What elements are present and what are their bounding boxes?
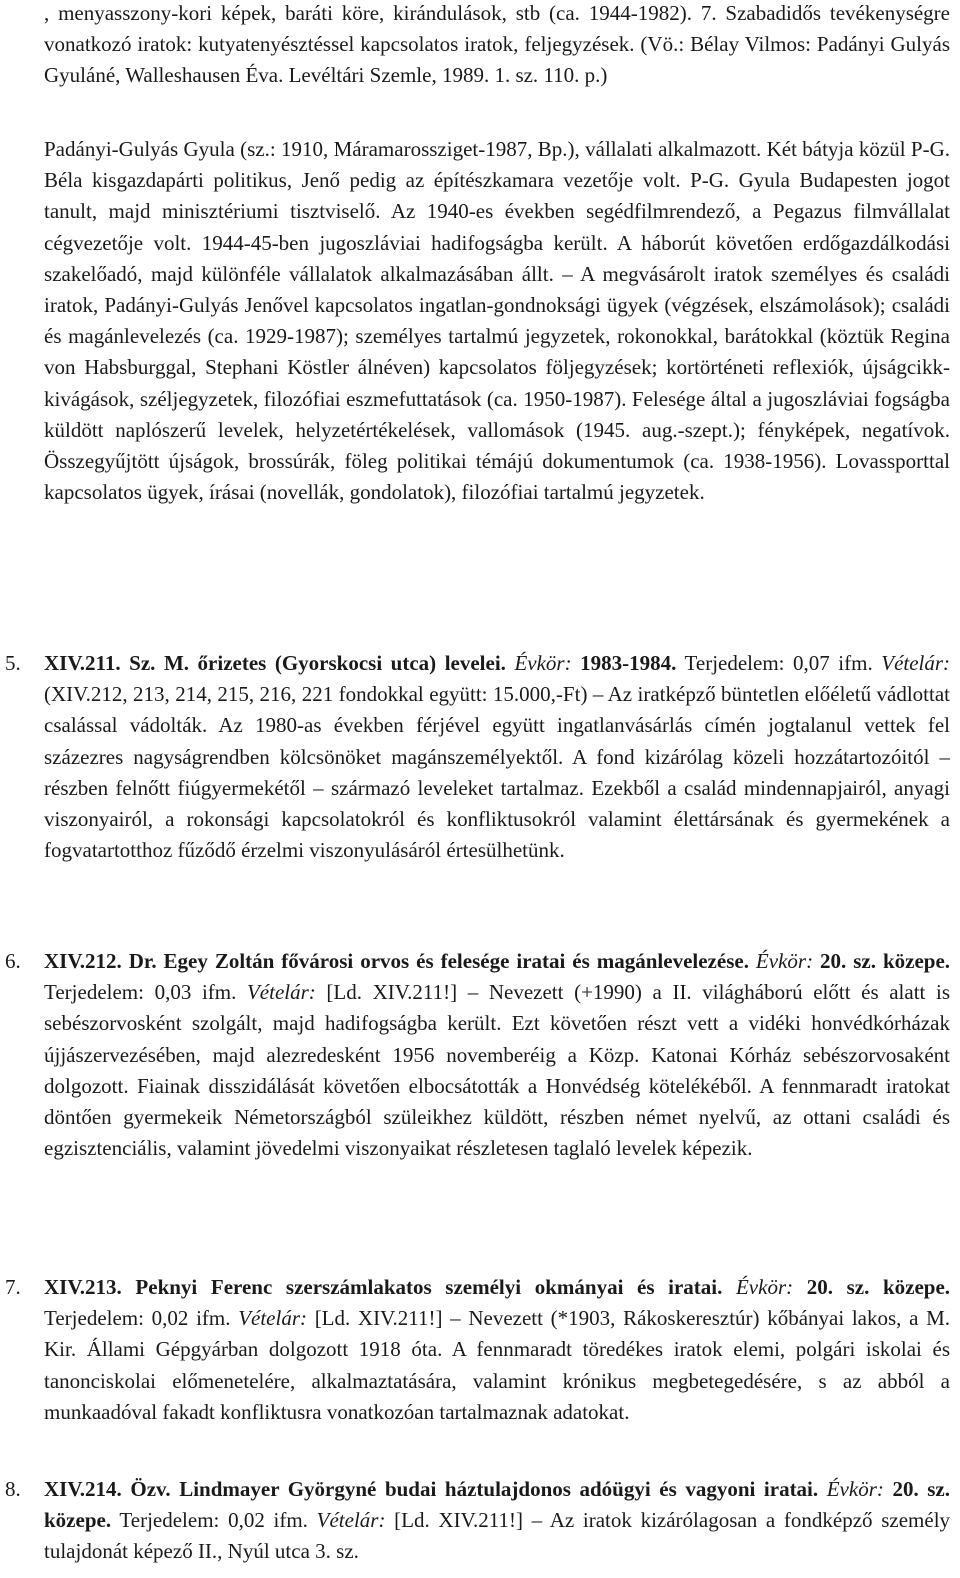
fond-entry	[44, 648, 950, 866]
entry-body: [Ld. XIV.211!] – Nevezett (*1903, Rákoskeresztúr) kőbányai lakos, a M. Kir. Állami Gépgyárban dolgozott 1918 óta. A fennmaradt töredékes iratok elemi, polgári iskolai és tanonciskolai előmenetelére, alkalmaztatására, valamint krónikus megbetegedésére, s az abból a munkaadóval fakadt konfliktusra vonatkozóan tartalmaznak adatokat.	[44, 1306, 951, 1424]
fond-entry	[44, 1474, 950, 1568]
entry-body: [Ld. XIV.211!] – Az iratok kizárólagosan a fondképző személy tulajdonát képező II., Nyúl utca 3. sz.	[44, 1508, 951, 1564]
entry-text	[44, 946, 950, 1164]
entry-number: 5.	[5, 651, 21, 675]
entry-code: XIV.212.	[44, 949, 122, 973]
entry-title: Sz. M. őrizetes (Gyorskocsi utca) levelei.	[129, 651, 506, 675]
fond-entry	[44, 1272, 950, 1428]
price-label: Vételár:	[316, 1508, 386, 1533]
price-label: Vételár:	[238, 1306, 307, 1331]
price-label: Vételár:	[246, 980, 316, 1005]
entry-code: XIV.213.	[44, 1275, 122, 1299]
price-label: Vételár:	[881, 651, 951, 675]
entry-text	[44, 1272, 950, 1428]
evkor-value: 20. sz. közepe.	[820, 949, 951, 973]
entry-title: Dr. Egey Zoltán fővárosi orvos és felesége iratai és magánlevelezése.	[128, 949, 749, 973]
entry-body: [Ld. XIV.211!] – Nevezett (+1990) a II. világháború előtt és alatt is sebészorvosként szolgált, majd hadifogságba került. Ezt követően részt vett a vidéki honvédkórházak újjászervezésében, majd alezredesként 1956 novemberéig a Közp. Katonai Kórház sebészorvosaként dolgozott. Fiainak disszidálását követően elbocsátották a Honvédség kötelékéből. A fennmaradt iratokat döntően gyermekeik Németországból szüleikhez küldött, részben német nyelvű, az ottani családi és egzisztenciális, valamint jövedelmi viszonyaikat részletesen taglaló levelek képezik.	[44, 980, 950, 1161]
entry-title: Peknyi Ferenc szerszámlakatos személyi okmányai és iratai.	[135, 1275, 723, 1299]
entry-number: 8.	[5, 1477, 21, 1501]
entry-code: XIV.211.	[44, 651, 121, 675]
continuation-text: , menyasszony-kori képek, baráti köre, kirándulások, stb (ca. 1944-1982). 7. Szabadidős tevékenységre vonatkozó iratok: kutyatenyésztéssel kapcsolatos iratok, feljegyzések. (Vö.: Bélay Vilmos: Padányi Gulyás Gyuláné, Walleshausen Éva. Levéltári Szemle, 1989. 1. sz. 110. p.)	[44, 1, 950, 88]
entry-text	[44, 1474, 950, 1568]
entry-extent: Terjedelem: 0,02 ifm.	[44, 1306, 231, 1331]
fond-entry	[44, 946, 950, 1164]
evkor-label: Évkör:	[514, 651, 572, 675]
entry-title: Özv. Lindmayer Györgyné budai háztulajdonos adóügyi és vagyoni iratai.	[130, 1477, 819, 1501]
evkor-value: 20. sz. közepe.	[44, 1477, 951, 1533]
evkor-value: 20. sz. közepe.	[806, 1275, 951, 1299]
entry-number: 7.	[5, 1275, 21, 1299]
entry-extent: Terjedelem: 0,07 ifm.	[684, 651, 873, 675]
evkor-label: Évkör:	[755, 949, 814, 973]
entry-number: 6.	[5, 949, 21, 973]
entry-extent: Terjedelem: 0,02 ifm.	[119, 1508, 308, 1533]
entry-body: (XIV.212, 213, 214, 215, 216, 221 fondokkal együtt: 15.000,-Ft) – Az iratképző büntetlen előéletű vádlottat csalással vádolták. Az 1980-as években férjével együtt ingatlanvásárlás címén jogtalanul vettek fel százezres nagyságrendben kölcsönöket magánszemélyektől. A fond kizárólag közeli hozzátartozóitól – részben felnőtt fiúgyermekétől – származó leveleket tartalmaz. Ezekből a család mindennapjairól, anyagi viszonyairól, a rokonsági kapcsolatokról és konfliktusokról valamint élettársának és gyermekének a fogvatartotthoz fűződő érzelmi viszonyulásáról értesülhetünk.	[44, 682, 950, 863]
evkor-label: Évkör:	[735, 1275, 794, 1299]
person-paragraph: Padányi-Gulyás Gyula (sz.: 1910, Máramarossziget-1987, Bp.), vállalati alkalmazott. Két bátyja közül P-G. Béla kisgazdapárti politikus, Jenő pedig az építészkamara vezetője volt. P-G. Gyula Budapesten jogot tanult, majd minisztériumi tisztviselő. Az 1940-es években segédfilmrendező, a Pegazus filmvállalat cégvezetője volt. 1944-45-ben jugoszláviai hadifogságba került. A háborút követően erdőgazdálkodási szakelőadó, majd különféle vállalatok alkalmazásában állt. – A megvásárolt iratok személyes és családi iratok, Padányi-Gulyás Jenővel kapcsolatos ingatlan-gondnoksági ügyek (végzések, elszámolások); családi és magánlevelezés (ca. 1929-1987); személyes tartalmú jegyzetek, rokonokkal, barátokkal (köztük Regina von Habsburggal, Stephani Köstler álnéven) kapcsolatos följegyzések; kortörténeti reflexiók, újságcikk-kivágások, széljegyzetek, filozófiai eszmefuttatások (ca. 1950-1987). Felesége által a jugoszláviai fogságba küldött naplószerű levelek, helyzetértékelések, vallomások (1945. aug.-szept.); fényképek, negatívok. Összegyűjtött újságok, brossúrák, föleg politikai témájú dokumentumok (ca. 1938-1956). Lovassporttal kapcsolatos ügyek, írásai (novellák, gondolatok), filozófiai tartalmú jegyzetek.	[44, 137, 950, 505]
entry-code: XIV.214.	[44, 1477, 122, 1501]
entry-extent: Terjedelem: 0,03 ifm.	[44, 980, 237, 1005]
entry-text	[44, 648, 950, 866]
evkor-label: Évkör:	[826, 1477, 884, 1501]
evkor-value: 1983-1984.	[580, 651, 677, 675]
